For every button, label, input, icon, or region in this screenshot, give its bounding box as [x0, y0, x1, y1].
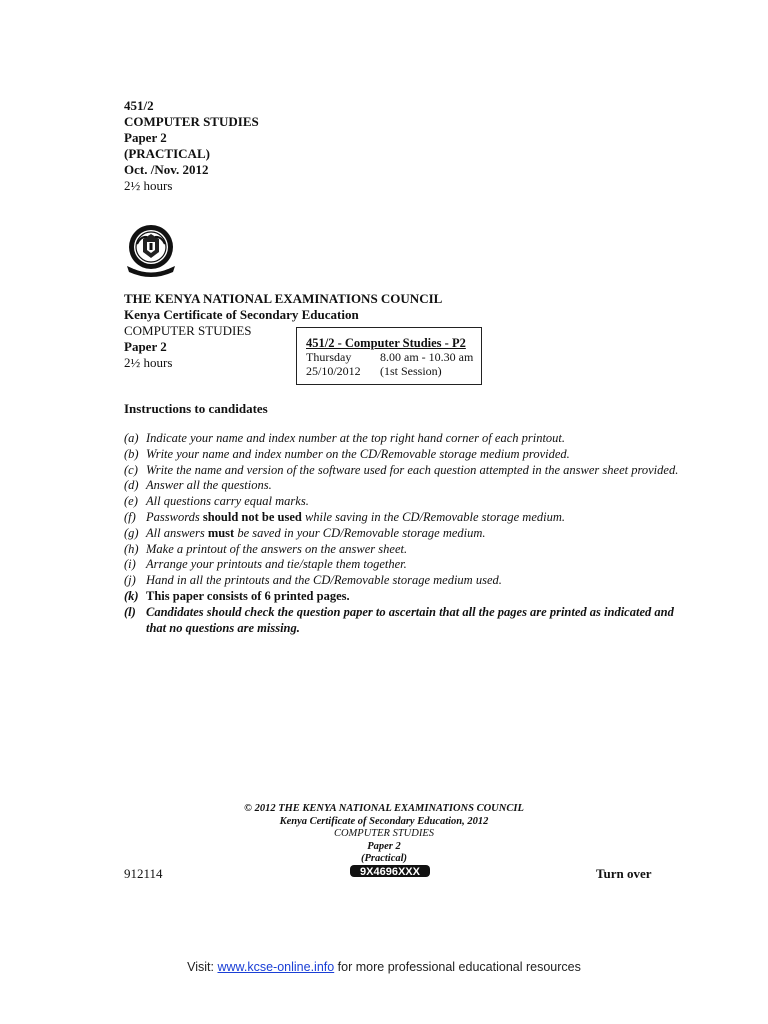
- timetable-title: 451/2 - Computer Studies - P2: [306, 336, 466, 350]
- instruction-item: (i) Arrange your printouts and tie/staple them together.: [124, 557, 407, 572]
- knec-emblem-logo: [121, 222, 181, 280]
- footer-type: (Practical): [360, 853, 408, 865]
- instruction-item: (e) All questions carry equal marks.: [124, 494, 309, 509]
- instruction-item: (h) Make a printout of the answers on the answer sheet.: [124, 541, 408, 556]
- timetable-box: [296, 327, 482, 385]
- exam-duration: 2½ hours: [124, 178, 173, 193]
- emphasis-text: should not be used: [202, 509, 302, 524]
- council-subject: COMPUTER STUDIES: [124, 323, 252, 338]
- copyright-line: © 2012 THE KENYA NATIONAL EXAMINATIONS COUNCIL: [244, 803, 524, 814]
- paper-code: 451/2: [124, 98, 154, 113]
- instruction-item: (f) Passwords should not be used while saving in the CD/Removable storage medium.: [124, 509, 565, 524]
- visit-prefix: Visit:: [187, 960, 218, 974]
- subject-title: COMPUTER STUDIES: [124, 114, 259, 129]
- website-link[interactable]: www.kcse-online.info: [217, 960, 335, 974]
- timetable-day: Thursday: [306, 350, 352, 364]
- council-duration: 2½ hours: [124, 355, 173, 370]
- certificate-name: Kenya Certificate of Secondary Education: [124, 307, 359, 322]
- paper-number: Paper 2: [124, 130, 167, 145]
- paper-type: (PRACTICAL): [124, 146, 210, 161]
- council-paper: Paper 2: [124, 339, 167, 354]
- turn-over-label: Turn over: [596, 866, 652, 881]
- timetable-session: (1st Session): [380, 364, 442, 378]
- instructions-heading: Instructions to candidates: [124, 401, 268, 416]
- instruction-item: (c) Write the name and version of the software used for each question attempted in the answer sheet provided.: [124, 462, 679, 477]
- emphasis-text: must: [207, 525, 235, 540]
- instruction-item: (a) Indicate your name and index number at the top right hand corner of each printout.: [124, 431, 566, 445]
- website-footer: [0, 960, 768, 974]
- instruction-item: (j) Hand in all the printouts and the CD/Removable storage medium used.: [124, 573, 502, 588]
- instructions-list: [124, 431, 684, 636]
- serial-strip-stamp: [350, 864, 430, 878]
- instruction-item: (g) All answers must be saved in your CD/Removable storage medium.: [124, 525, 486, 540]
- council-name: THE KENYA NATIONAL EXAMINATIONS COUNCIL: [124, 291, 443, 306]
- instruction-item: (b) Write your name and index number on the CD/Removable storage medium provided.: [124, 446, 570, 461]
- exam-session: Oct. /Nov. 2012: [124, 162, 209, 177]
- visit-suffix: for more professional educational resources: [334, 960, 581, 974]
- timetable-time: 8.00 am - 10.30 am: [380, 350, 474, 364]
- instruction-item: (l) Candidates should check the question paper to ascertain that all the pages are printed as indicated and that no questions are missing.: [124, 604, 674, 635]
- exam-header: [124, 98, 259, 194]
- footer-subject: COMPUTER STUDIES: [333, 828, 435, 840]
- footer-paper: Paper 2: [367, 840, 401, 852]
- svg-text:9X4696XXX: 9X4696XXX: [360, 866, 420, 878]
- instruction-item: (d) Answer all the questions.: [124, 478, 272, 493]
- instruction-item: (k) This paper consists of 6 printed pages.: [124, 588, 350, 603]
- timetable-date: 25/10/2012: [306, 364, 361, 378]
- footer-certificate: Kenya Certificate of Secondary Education, 2012: [279, 815, 489, 827]
- paper-serial-code: 912114: [124, 866, 163, 881]
- copyright-footer: [0, 803, 768, 866]
